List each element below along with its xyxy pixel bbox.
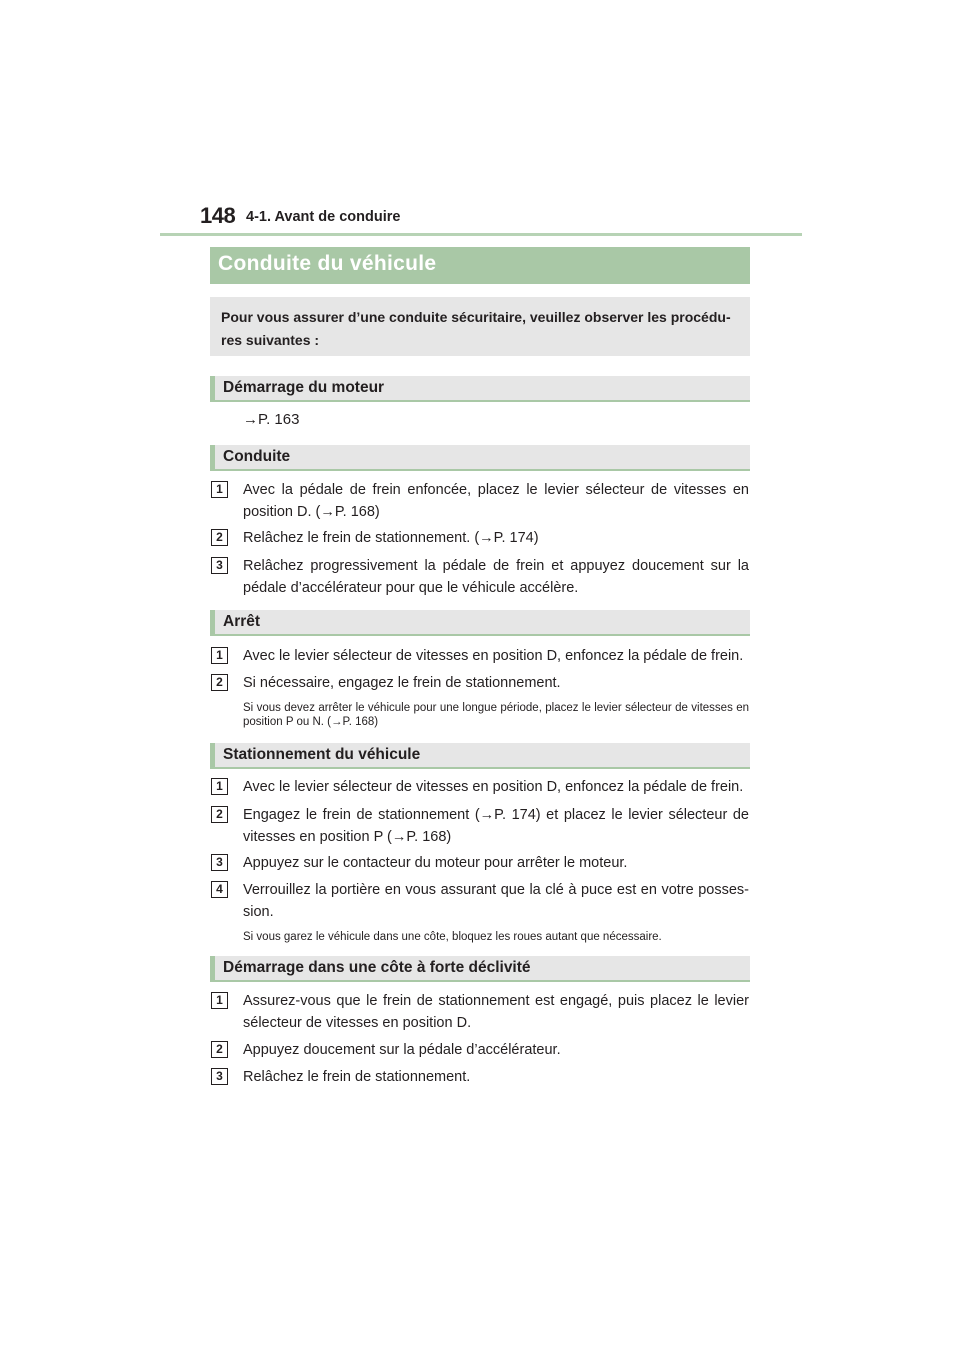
section-header-arret <box>210 610 750 636</box>
step-text: Relâchez progressivement la pédale de frein et appuyez doucement sur la pédale d’accélérateur pour que le véhicule accélère. <box>243 558 749 596</box>
page-number: 148 <box>200 203 236 228</box>
section-title: Démarrage du moteur <box>223 379 385 396</box>
step-text: Appuyez doucement sur la pédale d’accélérateur. <box>243 1042 561 1058</box>
step-number: 3 <box>211 854 228 871</box>
step-number: 1 <box>211 481 228 498</box>
step-text: Avec le levier sélecteur de vitesses en position D, enfoncez la pédale de frein. <box>243 648 744 664</box>
step-number: 1 <box>211 992 228 1009</box>
step-text: Appuyez sur le contacteur du moteur pour arrêter le moteur. <box>243 855 628 871</box>
page-reference: →P. 163 <box>243 411 300 428</box>
step-number: 3 <box>211 1068 228 1085</box>
section-header-stationnement <box>210 743 750 769</box>
step-text: Relâchez le frein de stationnement. (→P. 174) <box>243 530 539 546</box>
intro-text: Pour vous assurer d’une conduite sécuritaire, veuillez observer les procédu-res suivantes : <box>221 309 731 348</box>
page-title-bar <box>210 247 750 284</box>
page-title: Conduite du véhicule <box>218 252 437 275</box>
page-header <box>160 203 802 233</box>
section-title: Démarrage dans une côte à forte déclivité <box>223 959 531 976</box>
step-number: 1 <box>211 647 228 664</box>
step-number: 2 <box>211 529 228 546</box>
step-number: 1 <box>211 778 228 795</box>
header-divider <box>160 233 802 236</box>
step-text: Relâchez le frein de stationnement. <box>243 1069 471 1085</box>
step-number: 3 <box>211 557 228 574</box>
intro-box <box>210 297 750 356</box>
section-header-cote <box>210 956 750 982</box>
note-text: Si vous devez arrêter le véhicule pour une longue période, placez le levier sélecteur de vitesses en position P ou N. (→P. 168) <box>243 702 749 728</box>
step-text: Avec la pédale de frein enfoncée, placez le levier sélecteur de vitesses en position D. (→P. 168) <box>243 482 749 520</box>
chapter-section-label: 4-1. Avant de conduire <box>246 209 401 225</box>
step-text: Verrouillez la portière en vous assurant que la clé à puce est en votre posses-sion. <box>243 882 749 920</box>
step-text: Si nécessaire, engagez le frein de stationnement. <box>243 675 561 691</box>
section-title: Arrêt <box>223 613 261 630</box>
step-text: Avec le levier sélecteur de vitesses en position D, enfoncez la pédale de frein. <box>243 779 744 795</box>
step-text: Engagez le frein de stationnement (→P. 174) et placez le levier sélecteur de vitesses en position P (→P. 168) <box>243 807 749 845</box>
step-number: 4 <box>211 881 228 898</box>
section-title: Conduite <box>223 448 291 465</box>
section-header-demarrage <box>210 376 750 402</box>
section-header-conduite <box>210 445 750 471</box>
note-text: Si vous garez le véhicule dans une côte, bloquez les roues autant que nécessaire. <box>243 931 662 943</box>
step-number: 2 <box>211 674 228 691</box>
step-number: 2 <box>211 1041 228 1058</box>
section-title: Stationnement du véhicule <box>223 746 421 763</box>
step-text: Assurez-vous que le frein de stationnement est engagé, puis placez le levier sélecteur de vitesses en position D. <box>243 993 749 1031</box>
step-number: 2 <box>211 806 228 823</box>
